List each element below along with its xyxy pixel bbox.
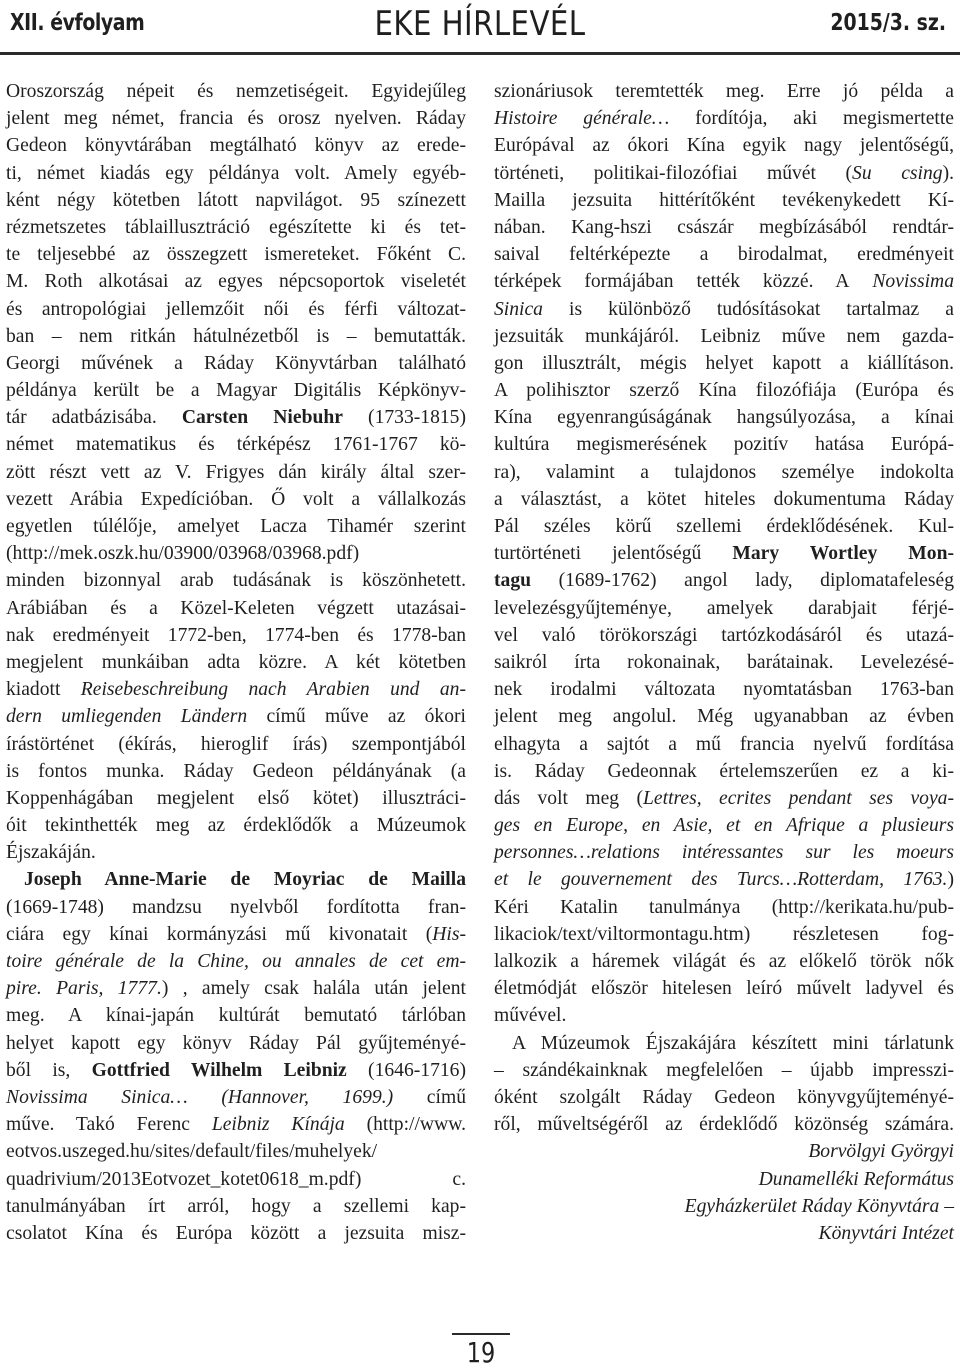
text-run: te teljesebbé az összegzett ismereteket. Főként C. (6, 244, 466, 266)
text-line (6, 758, 466, 785)
text-run: ) (947, 869, 954, 891)
text-run: Mailla jezsuita hittérítőként tevékenykedett Kí- (494, 189, 954, 211)
text-line (494, 948, 954, 975)
volume-label: XII. évfolyam (10, 10, 145, 36)
page-header (0, 0, 960, 52)
text-line (494, 404, 954, 431)
text-line (6, 676, 466, 703)
italic-text: Sinica (494, 298, 543, 320)
text-run: kultúra megismerésének pozitív hatása Európá- (494, 434, 954, 456)
text-line (494, 894, 954, 921)
text-line (494, 105, 954, 132)
italic-text: Novissima (849, 271, 955, 293)
bold-text: Mary Wortley Mon- (701, 543, 954, 565)
text-run: életmódját először hitelesen leíró művelt ladyvel és (494, 978, 954, 1000)
text-run: ként négy kötetben látott napvilágot. 95 színezett (6, 189, 466, 211)
text-run: ti, német kiadás egy példánya volt. Amely egyéb- (6, 162, 466, 184)
text-run: vel való törökországi tartózkodásáról és utazá- (494, 624, 954, 646)
text-line (6, 1057, 466, 1084)
text-run: szionáriusok teremtették meg. Erre jó példa a (494, 81, 954, 102)
text-run: A polihisztor szerző Kína filozófiája (Európa és (494, 380, 954, 402)
text-line (6, 1002, 466, 1029)
text-line (6, 948, 466, 975)
text-line (494, 1111, 954, 1138)
text-run: Oroszország népeit és nemzetiségeit. Egyidejűleg (6, 81, 466, 102)
text-line (494, 785, 954, 812)
text-run: gon illusztrált, mégis helyet kapott a kiállításon. (494, 352, 954, 374)
text-line (494, 866, 954, 893)
italic-text: et le gouvernement des Turcs…Rotterdam, 1763. (494, 869, 948, 891)
text-run: rézmetszetes táblaillusztráció egészítette ki és tet- (6, 216, 466, 238)
issue-label: 2015/3. sz. (830, 10, 946, 36)
text-line (494, 187, 954, 214)
text-run: ciára egy kínai kormányzási mű kivonatait ( (6, 923, 433, 945)
text-run: című műve az ókori (247, 706, 466, 728)
text-line (6, 785, 466, 812)
text-line (6, 214, 466, 241)
text-line (6, 731, 466, 758)
header-rule (0, 52, 960, 55)
text-line (494, 1138, 954, 1165)
text-line (6, 1084, 466, 1111)
text-run: lalkozik a háremek világát és az előkelő török nők (494, 951, 954, 972)
italic-text: Reisebeschreibung nach Arabien und an- (60, 679, 466, 701)
italic-text: Lettres, ecrites pendant ses voya- (643, 787, 954, 809)
text-line (6, 513, 466, 540)
text-run: példánya került be a Magyar Digitális Képkönyv- (6, 380, 466, 402)
text-line (6, 839, 466, 866)
text-line (494, 1057, 954, 1084)
text-run: eotvos.uszeged.hu/sites/default/files/muhelyek/ (6, 1141, 378, 1163)
text-line (494, 214, 954, 241)
text-run: térképek formájában tették közzé. A (494, 271, 850, 293)
text-run: turtörténeti jelentőségű (494, 543, 702, 565)
text-run: műve. Takó Ferenc (6, 1114, 190, 1136)
text-line (494, 78, 954, 105)
text-run: Pál széles körű szellemi érdeklődésének. Kul- (494, 516, 954, 537)
text-run: zött részt vett az V. Frigyes dán király által szer- (6, 461, 466, 483)
text-run: Gedeon könyvtárában megtálható könyv az erede- (6, 135, 466, 157)
text-line (6, 105, 466, 132)
text-line (6, 1166, 466, 1193)
text-run: levelezésgyűjteménye, amelyek darabjait férjé- (494, 597, 954, 619)
text-line (6, 1111, 466, 1138)
text-run: (http://mek.oszk.hu/03900/03968/03968.pdf) (6, 543, 360, 565)
text-run: (1689-1762) angol lady, diplomatafeleség (531, 570, 954, 592)
bold-text: Carsten Niebuhr (156, 407, 343, 429)
text-run: ) , amely csak halála után jelent (161, 978, 466, 1000)
text-line (494, 323, 954, 350)
text-line (494, 1002, 954, 1029)
text-line (6, 241, 466, 268)
text-line (6, 1030, 466, 1057)
text-line (494, 350, 954, 377)
italic-text: Könyvtári Intézet (818, 1222, 954, 1244)
text-line (494, 676, 954, 703)
text-line (494, 649, 954, 676)
italic-text: toire générale de la Chine, ou annales de cet em- (6, 951, 466, 972)
text-run: likaciok/text/viltormontagu.htm) részletesen fog- (494, 923, 954, 945)
italic-text: ges en Europe, en Asie, et en Afrique a plusieurs (494, 815, 954, 837)
text-line (494, 1030, 954, 1057)
text-run: nában. Kang-hszi császár megbízásából rendtár- (494, 216, 954, 238)
text-line (6, 812, 466, 839)
text-line (6, 187, 466, 214)
text-line (494, 975, 954, 1002)
text-line (6, 350, 466, 377)
text-run: jelent meg angolul. Még ugyanabban az évben (494, 706, 954, 728)
text-line (494, 921, 954, 948)
text-line (494, 268, 954, 295)
text-run: Kína egyenrangúságának hangsúlyozása, a kínai (494, 407, 954, 429)
italic-text: Histoire générale… (494, 108, 670, 130)
page-number-rule (452, 1333, 510, 1335)
text-run: Éjszakáján. (6, 842, 96, 864)
text-line (6, 78, 466, 105)
text-line (494, 1220, 954, 1247)
text-run: és antropológiai jellemzőit női és férfi változat- (6, 298, 466, 320)
italic-text: Su csing (852, 162, 943, 184)
text-line (494, 839, 954, 866)
text-run: A Múzeumok Éjszakájára készített mini tárlatunk (512, 1032, 954, 1054)
text-run: ra), valamint a tulajdonos személye indokolta (494, 461, 954, 483)
page-number: 19 (466, 1336, 496, 1369)
text-line (494, 703, 954, 730)
italic-text: pire. Paris, 1777. (6, 978, 162, 1000)
text-line (6, 404, 466, 431)
text-line (494, 1084, 954, 1111)
text-run: quadrivium/2013Eotvozet_kotet0618_m.pdf) c. (6, 1168, 466, 1190)
text-line (494, 731, 954, 758)
text-line (494, 160, 954, 187)
text-line (494, 567, 954, 594)
text-run: elhagyta a sajtót a mű francia nyelvű fordítása (494, 733, 954, 755)
text-line (6, 268, 466, 295)
text-run: kiadott (6, 679, 61, 701)
text-line (6, 540, 466, 567)
italic-text: His- (432, 923, 466, 945)
text-line (494, 1166, 954, 1193)
text-run: jezsuiták munkájáról. Leibniz műve nem gazda- (494, 325, 954, 347)
text-line (6, 622, 466, 649)
text-line (494, 241, 954, 268)
text-run: nak eredményeit 1772-ben, 1774-ben és 1778-ban (6, 624, 466, 646)
text-run: egyetlen túlélője, amelyet Lacza Tihamér szerint (6, 516, 466, 537)
right-column (494, 78, 954, 1247)
text-run: című (393, 1086, 466, 1108)
text-line (6, 160, 466, 187)
italic-text: Leibniz Kínája (189, 1114, 345, 1136)
text-run: ből is, (6, 1059, 71, 1081)
text-run: óként szolgált Ráday Gedeon könyvgyűjteményé- (494, 1086, 954, 1108)
text-run: megjelent munkáiban adta közre. A két kötetben (6, 651, 466, 673)
text-line (6, 377, 466, 404)
text-run: (1646-1716) (346, 1059, 466, 1081)
italic-text: Borvölgyi Györgyi (808, 1141, 954, 1163)
text-run: dás volt meg ( (494, 787, 644, 809)
text-line (6, 595, 466, 622)
text-run: Kéri Katalin tanulmánya (http://kerikata.hu/pub- (494, 896, 954, 918)
text-run: vezett Arábia Expedícióban. Ő volt a vállalkozás (6, 488, 466, 510)
text-line (6, 866, 466, 893)
text-run: (1669-1748) mandzsu nyelvből fordította fran- (6, 896, 466, 918)
text-run: Koppenhágában megjelent első kötet) illusztráci- (6, 787, 466, 809)
text-run: saikról írta rokonainak, barátainak. Levelezésé- (494, 651, 954, 673)
text-run: Georgi művének a Ráday Könyvtárban található (6, 352, 466, 374)
text-run: minden bizonnyal arab tudásának is köszönhetett. (6, 570, 466, 592)
text-run: csolatot Kína és Európa között a jezsuita misz- (6, 1222, 466, 1244)
text-run: meg. A kínai-japán kultúrát bemutató tárlóban (6, 1005, 466, 1027)
text-line (6, 296, 466, 323)
text-line (6, 459, 466, 486)
text-run: M. Roth alkotásai az egyes népcsoportok viseletét (6, 271, 466, 293)
text-run: írástörténet (ékírás, hieroglif írás) szempontjából (6, 733, 466, 755)
text-line (494, 1193, 954, 1220)
text-run: (http://www. (344, 1114, 466, 1136)
text-line (6, 1138, 466, 1165)
text-run: fordítója, aki megismertette (669, 108, 954, 130)
text-line (6, 1193, 466, 1220)
text-run: Európával az ókori Kína egyik nagy jelentőségű, (494, 135, 954, 157)
text-line (494, 459, 954, 486)
text-run: is különböző tudósításokat tartalmaz a (542, 298, 954, 320)
text-line (6, 567, 466, 594)
text-run: – szándékainknak megfelelően – újabb impresszi- (494, 1059, 954, 1081)
bold-text: Gottfried Wilhelm Leibniz (70, 1059, 347, 1081)
text-line (6, 975, 466, 1002)
text-line (494, 622, 954, 649)
text-line (494, 812, 954, 839)
text-line (6, 486, 466, 513)
text-run: óit tekinthették meg az érdeklődők a Múzeumok (6, 815, 466, 837)
text-run: is fontos munka. Ráday Gedeon példányának (a (6, 760, 466, 782)
text-line (494, 595, 954, 622)
text-line (494, 758, 954, 785)
text-line (6, 649, 466, 676)
newsletter-title: EKE HÍRLEVÉL (374, 4, 586, 44)
text-run: történeti, politikai-filozófiai művét ( (494, 162, 853, 184)
text-run: jelent meg német, francia és orosz nyelven. Ráday (6, 108, 466, 130)
text-run: is. Ráday Gedeonnak értelemszerűen ez a ki- (494, 760, 954, 782)
text-line (6, 894, 466, 921)
text-run: tár adatbázisába. (6, 407, 157, 429)
text-run: a választást, a kötet hiteles dokumentuma Ráday (494, 488, 954, 510)
text-line (494, 486, 954, 513)
text-run: Arábiában és a Közel-Keleten végzett utazásai- (6, 597, 466, 619)
text-run: ről, műveltségéről az érdeklődő közönség számára. (494, 1114, 954, 1136)
italic-text: Dunamelléki Református (758, 1168, 954, 1190)
text-line (494, 513, 954, 540)
text-line (6, 431, 466, 458)
text-line (6, 921, 466, 948)
text-run: művével. (494, 1005, 567, 1027)
text-line (6, 132, 466, 159)
italic-text: personnes…relations intéressantes sur les moeurs (494, 842, 954, 864)
text-line (494, 132, 954, 159)
text-line (494, 540, 954, 567)
text-line (494, 296, 954, 323)
text-run: nek irodalmi változata nyomtatásban 1763-ban (494, 679, 954, 701)
text-run: német matematikus és térképész 1761-1767 kö- (6, 434, 466, 456)
text-run: (1733-1815) (342, 407, 466, 429)
italic-text: Egyházkerület Ráday Könyvtára – (684, 1195, 954, 1217)
text-line (6, 323, 466, 350)
text-run: tanulmányában írt arról, hogy a szellemi kap- (6, 1195, 466, 1217)
italic-text: dern umliegenden Ländern (6, 706, 248, 728)
text-line (6, 1220, 466, 1247)
bold-text: Joseph Anne-Marie de Moyriac de Mailla (24, 869, 466, 891)
left-column (6, 78, 466, 1247)
text-run: helyet kapott egy könyv Ráday Pál gyűjteményé- (6, 1032, 466, 1054)
text-line (494, 377, 954, 404)
text-run: ). (942, 162, 954, 184)
text-run: saival feltérképezte a birodalmat, eredményeit (494, 244, 954, 266)
text-run: ban – nem ritkán hátulnézetből is – bemutatták. (6, 325, 466, 347)
text-line (494, 431, 954, 458)
bold-text: tagu (494, 570, 532, 592)
italic-text: Novissima Sinica… (Hannover, 1699.) (6, 1086, 394, 1108)
text-line (6, 703, 466, 730)
